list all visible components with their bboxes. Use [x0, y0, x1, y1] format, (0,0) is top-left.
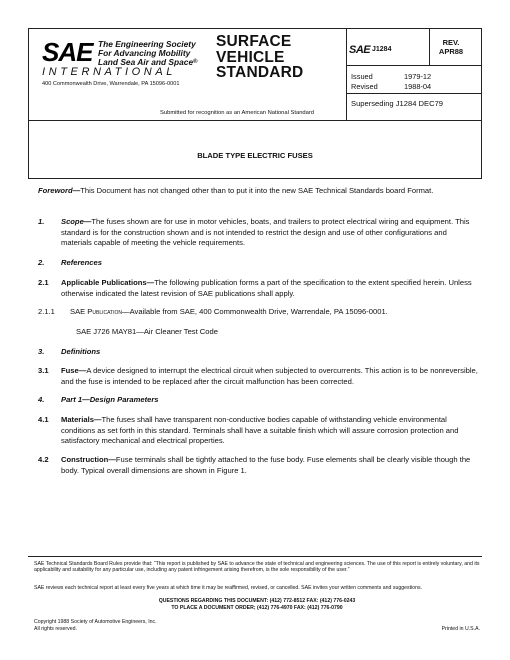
- section-4-1: [38, 415, 478, 447]
- section-text: The following publication forms a part of the specification to the extent specified herein. Unless otherwise indicated the latest revision of SAE publications shall apply.: [61, 278, 472, 298]
- foreword-heading: Foreword—: [38, 186, 81, 195]
- tagline-line-2: For Advancing Mobility: [98, 48, 191, 58]
- section-text: A device designed to interrupt the electrical circuit when subjected to overcurrents. This action is to be nonreversible, and the fuse is intended to be replaced after the circuit malfunction has been corrected.: [61, 366, 478, 386]
- title-line-2: VEHICLE: [216, 48, 285, 66]
- document-number: J1284: [372, 46, 392, 53]
- footer-rule: [28, 556, 482, 557]
- section-number: 2.1: [38, 278, 49, 287]
- section-text: —Available from SAE, 400 Commonwealth Drive, Warrendale, PA 15096-0001.: [122, 307, 388, 316]
- issue-dates: [351, 72, 431, 92]
- sae-tagline: [98, 40, 218, 67]
- questions-contact: QUESTIONS REGARDING THIS DOCUMENT: (412) 772-8512 FAX: (412) 776-0243: [158, 598, 356, 604]
- rev-label: REV.: [442, 38, 460, 47]
- standards-board-rules: SAE Technical Standards Board Rules provide that: “This report is published by SAE to advance the state of technical and engineering sciences. The use of this report is entirely voluntary, and its applicability and suitability for any particular use, including any patent infringement arising therefrom, is the sole responsibility of the user.”: [34, 561, 480, 574]
- tagline-line-1: The Engineering Society: [98, 39, 196, 49]
- sae-logo: [42, 37, 93, 67]
- section-number: 2.1.1: [38, 307, 55, 316]
- section-heading: Definitions: [61, 347, 101, 356]
- section-2: [38, 258, 478, 269]
- section-heading: SAE Publication: [70, 307, 123, 316]
- section-text: The fuses shall have transparent non-conductive bodies capable of withstanding vehicle environmental conditions as set forth in this standard. Terminals shall have a suitable finish which will assure corrosion protection and satisfactory mechanical and electrical properties.: [61, 415, 459, 446]
- header-divider-vertical: [346, 28, 347, 121]
- title-line-1: SURFACE: [216, 33, 292, 50]
- section-heading: Scope—: [61, 217, 92, 226]
- section-3-1: [38, 366, 478, 387]
- section-number: 3.: [38, 347, 45, 356]
- rev-value: APR88: [438, 47, 464, 56]
- header-divider-rev: [429, 28, 430, 65]
- revision-block: [436, 38, 466, 56]
- foreword-text: This Document has not changed other than to put it into the new SAE Technical Standards board Format.: [80, 186, 434, 195]
- section-text: Fuse terminals shall be tightly attached to the fuse body. Fuse elements shall be clearly visible though the body. Typical overall dimensions are shown in Figure 1.: [61, 455, 471, 475]
- section-heading: Applicable Publications—: [61, 278, 155, 287]
- header-divider-superseding: [346, 93, 482, 94]
- section-number: 2.: [38, 258, 45, 267]
- section-number: 4.1: [38, 415, 49, 424]
- section-text: The fuses shown are for use in motor vehicles, boats, and trailers to protect electrical wiring and equipment. This standard is for the construction shown and is not intended to restrict the design and use of other configurations and materials capable of meeting the vehicle requirements.: [61, 217, 470, 248]
- section-4-2: [38, 455, 478, 476]
- issued-label: Issued: [351, 72, 373, 81]
- submitted-note: Submitted for recognition as an American National Standard: [160, 110, 315, 116]
- section-heading: Construction—: [61, 455, 116, 464]
- section-2-1: [38, 278, 478, 299]
- section-heading: Part 1—Design Parameters: [61, 395, 159, 404]
- section-heading: References: [61, 258, 102, 267]
- tagline-line-3-text: Land Sea Air and Space: [98, 57, 194, 67]
- document-title: BLADE TYPE ELECTRIC FUSES: [197, 151, 313, 160]
- international-label: INTERNATIONAL: [42, 66, 176, 78]
- section-1: [38, 217, 478, 249]
- review-note: SAE reviews each technical report at least every five years at which time it may be reaffirmed, revised, or cancelled. SAE invites your written comments and suggestions.: [34, 585, 422, 591]
- standard-type-title: [216, 34, 303, 81]
- section-number: 3.1: [38, 366, 49, 375]
- section-heading: Fuse—: [61, 366, 87, 375]
- section-4: [38, 395, 478, 406]
- section-number: 4.: [38, 395, 45, 404]
- title-line-3: STANDARD: [216, 64, 304, 81]
- rights-reserved: All rights reserved.: [34, 626, 77, 632]
- section-number: 1.: [38, 217, 45, 226]
- registered-mark-icon: ®: [193, 59, 198, 65]
- section-2-1-1: [38, 307, 478, 318]
- sae-logo-text: SAE: [42, 37, 93, 67]
- sae-logo-block: [28, 28, 214, 120]
- section-heading: Materials—: [61, 415, 102, 424]
- revised-value: 1988-04: [404, 82, 432, 91]
- issued-value: 1979-12: [404, 72, 432, 81]
- reference-entry: SAE J726 MAY81—Air Cleaner Test Code: [76, 327, 218, 336]
- copyright: Copyright 1988 Society of Automotive Engineers, Inc.: [34, 619, 157, 625]
- foreword: [38, 186, 478, 197]
- doc-sae-logo: SAE: [349, 44, 371, 56]
- section-3: [38, 347, 478, 358]
- section-number: 4.2: [38, 455, 49, 464]
- order-contact: TO PLACE A DOCUMENT ORDER; (412) 776-4970 FAX: (412) 776-0790: [171, 605, 343, 611]
- sae-address: 400 Commonwealth Drive, Warrendale, PA 15096-0001: [42, 81, 180, 87]
- header-divider-horizontal: [346, 65, 482, 66]
- printed-location: Printed in U.S.A.: [441, 626, 480, 632]
- title-frame: [28, 121, 482, 179]
- revised-label: Revised: [351, 82, 378, 91]
- superseding-note: Superseding J1284 DEC79: [351, 99, 444, 108]
